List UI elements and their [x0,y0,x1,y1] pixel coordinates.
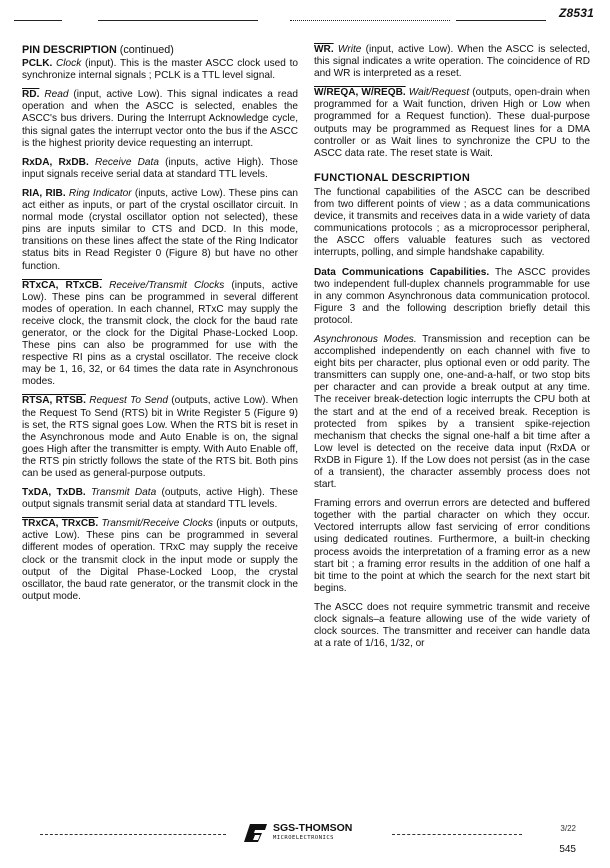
pin-description [22,157,298,181]
pin-text: (outputs, active High). These output signals transmit serial data at standard TTL levels. [22,487,298,511]
pin-text: (outputs, open-drain when programmed for a Wait function, driven High or Low when programmed for a Request function). These dual-purpose outputs may be programmed as Request lines for a DMA controller or as Wait lines to synchronize the CPU to the ASCC data rate. The reset state is Wait. [314,87,590,159]
paragraph-text: The ASCC provides two independent full-duplex channels programmable for use in any common Asynchronous data communication protocol. Figure 3 and the following description briefly detail this protocol. [314,266,590,326]
pin-text: (inputs, active Low). These pins can act either as inputs, or part of the crystal oscillator circuit. In normal mode (crystal oscillator option not selected), these pins are inputs similar to CTS and DCD. In this mode, transitions on these lines affect the state of the Ring Indicator status bits in Read Register 0 (Figure 8) but have no other function. [22,187,298,272]
pin-text: (inputs, active Low). These pins can be programmed in several different modes of operation. In each channel, RTxC may supply the receive clock, the transmit clock, the clock for the baud rate generator, or the clock for the Digital Phase-Locked Loop. These pins can also be programmed for use with the respective RI pins as a crystal oscillator. The receive clock may be 1, 16, 32, or 64 times the data rate in Asynchronous modes. [22,279,298,388]
paragraph [314,334,590,491]
pin-description [22,58,298,82]
section-title [22,44,298,56]
company-name: SGS-THOMSON [273,822,353,834]
pin-name: WR. [314,44,334,55]
paragraph: Framing errors and overrun errors are detected and buffered together with the partial character on which they occur. Vectored interrupts allow fast servicing of error conditions using dedicated routines. Furthermore, a built-in checking process avoids the interpretation of a framing error as a new start bit ; a framing error results in the addition of one half a bit time to the point at which the search for the next start bit begins. [314,498,590,594]
pin-text: (input, active Low). When the ASCC is selected, this signal indicates a write operation. The coincidence of RD and WR is interpreted as a reset. [314,44,590,80]
pin-name: RxDA, RxDB. [22,156,89,168]
page-reference: 3/22 [560,824,576,833]
pin-label: Write [337,44,362,55]
pin-description [22,188,298,273]
pin-name: RD. [22,89,40,101]
pin-label: Ring Indicator [68,187,132,199]
paragraph: The ASCC does not require symmetric transmit and receive clock signals–a feature allowing use of the wide variety of clock sources. The transmitter and receiver can handle data at a rate of 1/16, 1/32, or [314,601,590,650]
paragraph [314,267,590,327]
pin-label: Receive/Transmit Clocks [109,279,225,291]
pin-name: TRxCA, TRxCB. [22,518,99,530]
pin-label: Request To Send [89,395,168,407]
st-logo-icon [242,822,268,844]
company-subname: MICROELECTRONICS [273,835,334,841]
pin-label: Transmit Data [91,487,157,499]
pin-label: Wait/Request [408,87,470,99]
page-header [14,8,598,24]
pin-label: Read [44,89,69,101]
footer-rule [392,834,522,835]
pin-description [22,518,298,603]
paragraph-term: Data Communications Capabilities. [314,266,490,278]
pin-label: Transmit/Receive Clocks [101,518,213,530]
pin-description [22,280,298,389]
pin-description [314,87,590,160]
pin-description [314,44,590,80]
page-footer [0,820,610,868]
pin-description [22,487,298,511]
pin-label: Receive Data [94,156,159,168]
pin-description [22,89,298,149]
company-logo [242,822,382,852]
pin-text: (input). This is the master ASCC clock used to synchronize internal signals ; PCLK is a TTL level signal. [22,58,299,82]
paragraph: The functional capabilities of the ASCC can be described from two different points of view ; as a data communications device, it transmits and receives data in a wide variety of data communications protocols ; as a microprocessor peripheral, the ASCC offers valuable features such as vectored interrupts, polling, and simple handshake capability. [314,186,590,259]
footer-rule [40,834,226,835]
pin-text: (input, active Low). This signal indicates a read operation and when the ASCC is selected, enables the ASCC's bus drivers. During the Interrupt Acknowledge cycle, this signal gates the interrupt vector onto the bus if the ASCC is the highest priority device requesting an interrupt. [22,89,299,149]
functional-description-title: FUNCTIONAL DESCRIPTION [314,171,471,184]
pin-text: (outputs, active Low). When the Request To Send (RTS) bit in Write Register 5 (Figure 9) is set, the RTS signal goes Low. When the RTS bit is reset in the Asynchronous mode and Auto Enable is on, the signal goes High after the transmitter is empty. With Auto Enable off, the RTS pin strictly follows the state of the RTS bit. Both pins can be used as general-purpose outputs. [22,395,298,479]
header-rule [456,20,546,21]
paragraph-text: Transmission and reception can be accomplished independently on each channel with five to eight bits per character, plus optional even or odd parity. The transmitters can supply one, one-and-a-half, or two stop bits per character and can provide a break output at any time. The receiver break-detection logic interrupts the CPU both at the start and at the end of a received break. Reception is protected from spikes by a transient spike-rejection mechanism that checks the signal one-half a bit time after a Low level is detected on the receive data input (RxDA or RxDB in Figure 1). If the Low does not persist (as in the case of a transient), the character assembly process does not start. [314,333,590,491]
pin-name: RTSA, RTSB. [22,395,86,407]
document-id: Z8531 [558,6,594,20]
pin-description [22,395,298,480]
header-rule [290,20,450,21]
pin-name: PCLK. [22,58,53,70]
paragraph-term: Asynchronous Modes. [314,333,417,345]
pin-name: RIA, RIB. [22,187,66,199]
pin-name: W/REQA, W/REQB. [314,87,406,99]
pin-text: (inputs, active High). Those input signals receive serial data at standard TTL levels. [22,156,298,180]
right-column [314,44,590,657]
pin-name: RTxCA, RTxCB. [22,279,103,291]
left-column [22,44,298,610]
header-rule [98,20,258,21]
section-title-continued: (continued) [119,44,174,56]
header-rule [14,20,62,21]
page-number: 545 [559,844,576,855]
pin-text: (inputs or outputs, active Low). These pins can be programmed in several different modes of operation. TRxC may supply the receive clock or the transmit clock in the input mode or supply the output of the Digital Phase-Locked Loop, the crystal oscillator, the baud rate generator, or the transmit clock in the output mode. [22,518,298,602]
section-title-text: PIN DESCRIPTION [22,44,117,56]
pin-label: Clock [56,58,82,70]
pin-name: TxDA, TxDB. [22,487,86,499]
